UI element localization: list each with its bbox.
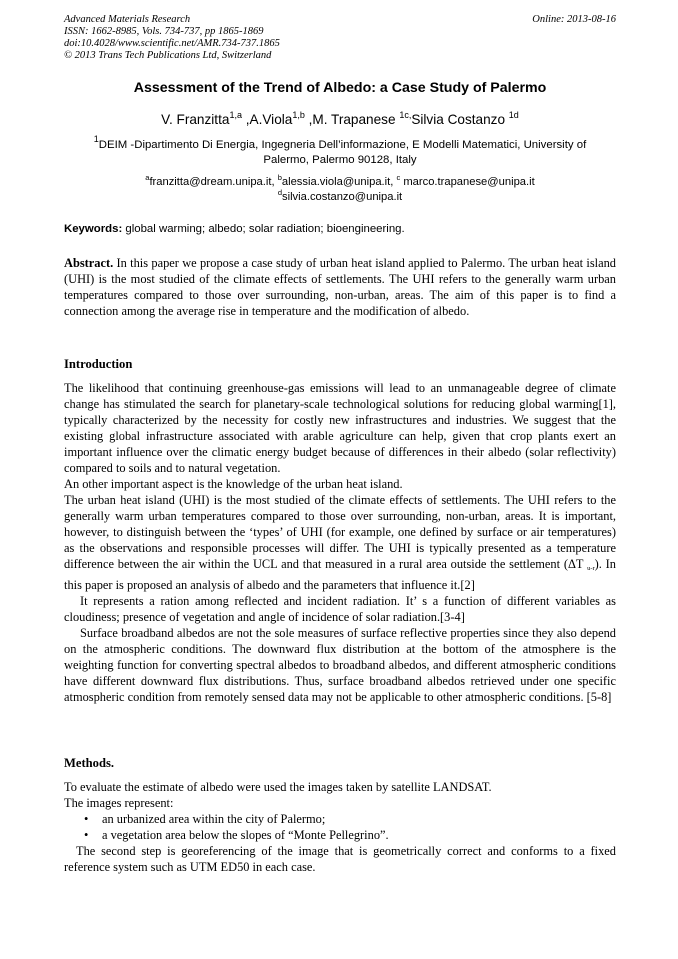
methods-line-1: To evaluate the estimate of albedo were used the images taken by satellite LANDSAT. [64,780,492,794]
online-date: Online: 2013-08-16 [532,14,616,25]
author-affiliation-mark: 1d [508,110,519,120]
list-item-text: an urbanized area within the city of Palermo; [102,812,326,826]
introduction-body [64,380,616,705]
copyright-line: © 2013 Trans Tech Publications Ltd, Switzerland [64,50,272,61]
email-a: franzitta@dream.unipa.it, [149,176,278,188]
affiliation-line-2: Palermo, Palermo 90128, Italy [263,154,417,166]
keywords [64,223,616,235]
intro-paragraph-3-text-end: ). In this paper is proposed an analysis of albedo and the parameters that influence it.[2] [64,557,616,592]
methods-line-2: The images represent: [64,796,174,810]
email-mark: a [145,173,150,182]
doi-line: doi:10.4028/www.scientific.net/AMR.734-737.1865 [64,38,280,49]
author-affiliation-mark: 1,b [292,110,305,120]
email-mark: d [277,188,282,197]
abstract-text: In this paper we propose a case study of urban heat island applied to Palermo. The urban heat island (UHI) is the most studied of the climate effects of settlements. The UHI refers to the generally warm urban temperatures compared to those over surrounding, non-urban, areas. The aim of this paper is to find a connection among the average rise in temperature and the modification of albedo. [64,256,616,318]
keywords-text: global warming; albedo; solar radiation; bioengineering. [122,223,405,235]
bullet-icon: • [84,828,89,842]
author-name: Silvia Costanzo [411,112,509,127]
section-heading-introduction: Introduction [64,357,133,371]
methods-paragraph-3: The second step is georeferencing of the image that is geometrically correct and conforms to a fixed reference system such as UTM ED50 in each case. [64,844,616,874]
intro-paragraph-3 [64,492,616,593]
paper-title: Assessment of the Trend of Albedo: a Case Study of Palermo [133,80,547,96]
running-header [64,14,616,62]
email-mark: c [396,173,401,182]
methods-bullet-list [64,811,616,843]
list-item [64,827,616,843]
author-name: ,A.Viola [241,112,293,127]
email-b: alessia.viola@unipa.it, [281,176,397,188]
intro-paragraph-5: Surface broadband albedos are not the sole measures of surface reflective properties since they also depend on the atmospheric conditions. The downward flux distribution at the bottom of the atmosphere is the weighting function for converting spectral albedos to broadband albedos, and different atmospheric conditions have different downward flux distributions. Thus, surface broadband albedos retrieved under one specific atmospheric condition from remotely sensed data may not be applicable to other atmospheric conditions. [5-8] [64,626,616,704]
section-heading-methods: Methods. [64,756,115,770]
abstract-label: Abstract. [64,256,114,270]
methods-body [64,779,616,875]
intro-paragraph-3-text: The urban heat island (UHI) is the most studied of the climate effects of settlements. The UHI refers to the generally warm urban temperatures compared to those over surrounding, non-urban, areas. It is important, however, to distinguish between the ‘types’ of UHI (for example, one defined by surface or air temperatures) as the observations and responsible processes will differ. The UHI is typically presented as a temperature difference between the air within the UCL and that measured in a rural area outside the settlement (ΔT [64,493,616,571]
list-item [64,811,616,827]
keywords-label: Keywords: [64,223,123,235]
bullet-icon: • [84,812,89,826]
email-mark: b [277,173,282,182]
email-c: marco.trapanese@unipa.it [400,176,535,188]
delta-t-subscript: u-r [587,565,595,572]
email-d: silvia.costanzo@unipa.it [281,191,403,203]
intro-paragraph-4: It represents a ration among reflected and incident radiation. It’ s a function of different variables as cloudiness; presence of vegetation and angle of incidence of solar radiation.[3-4] [64,594,616,624]
list-item-text: a vegetation area below the slopes of “Monte Pellegrino”. [102,828,389,842]
affiliation-mark: 1 [93,134,99,144]
affiliation [64,134,616,168]
author-list [64,112,616,127]
intro-paragraph-1: The likelihood that continuing greenhouse-gas emissions will lead to an unmanageable degree of climate change has stimulated the search for planetary-scale technological solutions for reducing global warming[1], typically characterized by the necessity for costly new infrastructures and industries. We suggest that the existing global infrastructure associated with arable agriculture can help, given that crop plants exert an important influence over the climatic energy budget because of differences in their albedo (solar reflectivity) compared to soils and to natural vegetation. [64,381,616,475]
intro-paragraph-2: An other important aspect is the knowledge of the urban heat island. [64,477,403,491]
author-affiliation-mark: 1c, [399,110,412,120]
affiliation-line-1: DEIM -Dipartimento Di Energia, Ingegneria Dell’informazione, E Modelli Matematici, University of [98,139,587,151]
author-affiliation-mark: 1,a [229,110,242,120]
issn-line: ISSN: 1662-8985, Vols. 734-737, pp 1865-1869 [64,26,264,37]
author-emails [64,175,616,205]
journal-name: Advanced Materials Research [64,14,191,25]
author-name: ,M. Trapanese [304,112,400,127]
abstract [64,255,616,319]
author-name: V. Franzitta [161,112,230,127]
